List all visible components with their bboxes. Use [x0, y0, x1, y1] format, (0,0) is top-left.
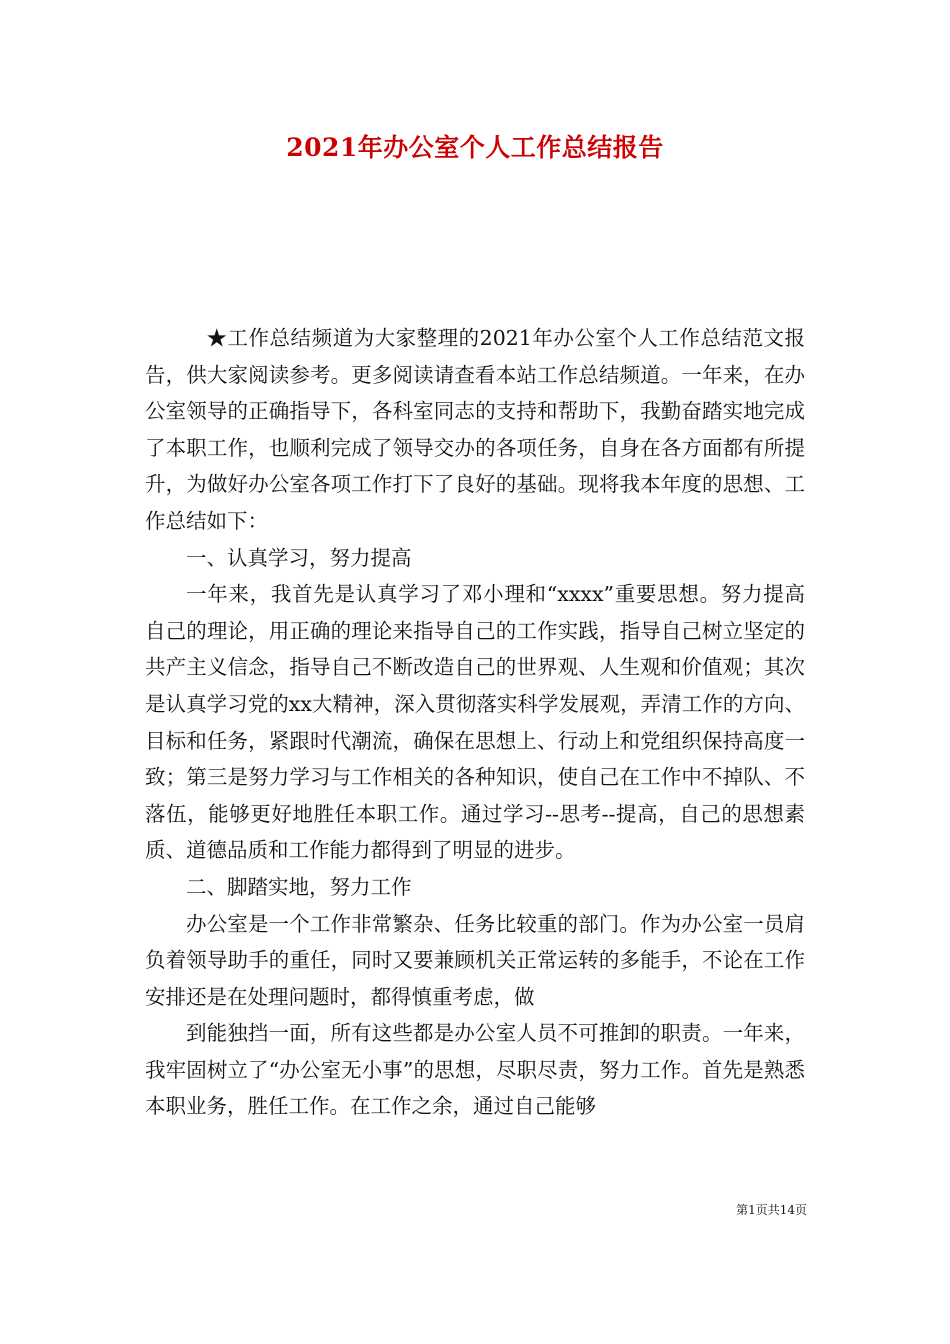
document-body [145, 320, 805, 1125]
document-title: 2021年办公室个人工作总结报告 [286, 133, 664, 162]
section-heading-1: 一、认真学习，努力提高 [186, 545, 412, 570]
section-heading-2: 二、脚踏实地，努力工作 [186, 874, 412, 899]
paragraph-duties: 到能独挡一面，所有这些都是办公室人员不可推卸的职责。一年来，我牢固树立了“办公室无小事”的思想，尽职尽责，努力工作。首先是熟悉本职业务，胜任工作。在工作之余，通过自己能够 [145, 1021, 805, 1119]
paragraph-office-work: 办公室是一个工作非常繁杂、任务比较重的部门。作为办公室一员肩负着领导助手的重任，同时又要兼顾机关正常运转的多能手，不论在工作安排还是在处理问题时，都得慎重考虑，做 [145, 911, 805, 1009]
page-number: 第1页共14页 [736, 1203, 807, 1217]
paragraph-intro: ★工作总结频道为大家整理的2021年办公室个人工作总结范文报告，供大家阅读参考。更多阅读请查看本站工作总结频道。一年来，在办公室领导的正确指导下，各科室同志的支持和帮助下，我勤奋踏实地完成了本职工作，也顺利完成了领导交办的各项任务，自身在各方面都有所提升，为做好办公室各项工作打下了良好的基础。现将我本年度的思想、工作总结如下： [145, 326, 805, 533]
paragraph-study: 一年来，我首先是认真学习了邓小理和“xxxx”重要思想。努力提高自己的理论，用正确的理论来指导自己的工作实践，指导自己树立坚定的共产主义信念，指导自己不断改造自己的世界观、人生观和价值观；其次是认真学习党的xx大精神，深入贯彻落实科学发展观，弄清工作的方向、目标和任务，紧跟时代潮流，确保在思想上、行动上和党组织保持高度一致；第三是努力学习与工作相关的各种知识，使自己在工作中不掉队、不落伍，能够更好地胜任本职工作。通过学习--思考--提高，自己的思想素质、道德品质和工作能力都得到了明显的进步。 [145, 582, 805, 863]
